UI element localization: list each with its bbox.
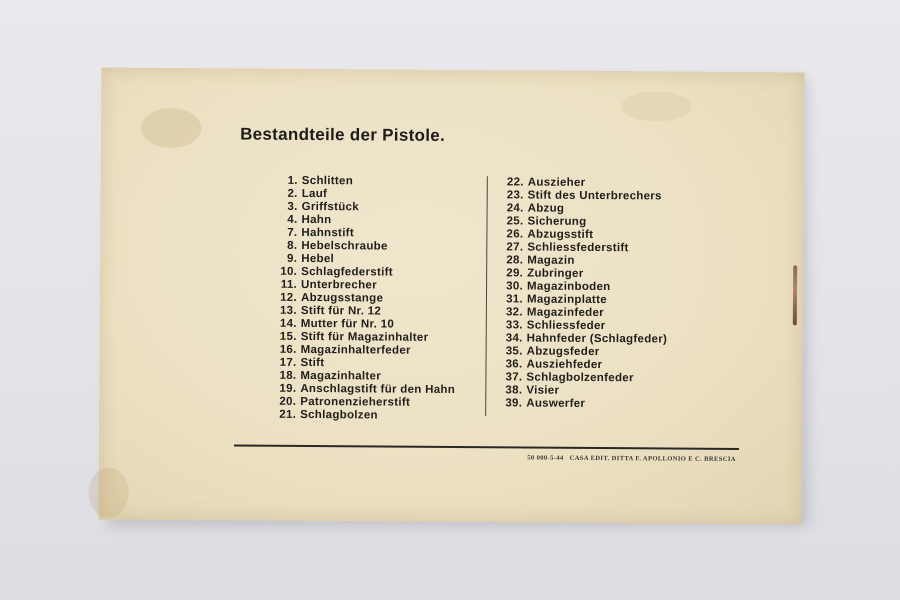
part-name: Auswerfer bbox=[526, 397, 586, 410]
part-number: 31. bbox=[506, 293, 524, 306]
part-name: Stift für Magazinhalter bbox=[300, 330, 429, 344]
part-number: 32. bbox=[505, 306, 523, 319]
part-item bbox=[260, 344, 456, 358]
part-number: 15. bbox=[279, 330, 297, 343]
part-item bbox=[502, 384, 667, 398]
part-number: 39. bbox=[505, 397, 523, 410]
part-item bbox=[259, 409, 455, 423]
part-name: Schlagfederstift bbox=[301, 265, 393, 279]
part-number: 22. bbox=[506, 176, 524, 189]
part-name: Magazinhalter bbox=[300, 369, 382, 383]
part-number: 28. bbox=[506, 254, 524, 267]
part-number: 2. bbox=[287, 187, 298, 200]
part-item bbox=[503, 306, 668, 320]
part-name: Hebelschraube bbox=[301, 239, 388, 253]
part-item bbox=[260, 331, 456, 345]
part-item bbox=[503, 293, 668, 307]
part-item bbox=[502, 371, 667, 385]
part-name: Mutter für Nr. 10 bbox=[300, 317, 395, 331]
part-item bbox=[503, 228, 668, 242]
part-name: Sicherung bbox=[527, 215, 587, 228]
part-name: Abzugsstange bbox=[300, 291, 384, 305]
part-name: Patronenzieherstift bbox=[300, 395, 411, 409]
part-name: Griffstück bbox=[301, 200, 359, 214]
part-number: 30. bbox=[506, 280, 524, 293]
part-number: 33. bbox=[505, 319, 523, 332]
part-name: Visier bbox=[526, 384, 560, 397]
part-name: Magazinplatte bbox=[526, 293, 607, 307]
part-item bbox=[502, 358, 667, 372]
publisher-line: CASA EDIT. DITTA F. APOLLONIO E C. BRESCIA bbox=[569, 454, 736, 463]
part-name: Magazinboden bbox=[527, 280, 611, 294]
part-item bbox=[259, 383, 455, 397]
part-name: Schlagbolzenfeder bbox=[526, 371, 634, 385]
part-name: Hebel bbox=[301, 252, 335, 266]
part-number: 8. bbox=[287, 239, 298, 252]
footer-rule bbox=[234, 444, 739, 450]
part-item bbox=[259, 396, 455, 410]
part-item bbox=[503, 332, 668, 346]
part-name: Ausziehfeder bbox=[526, 358, 603, 372]
part-item bbox=[503, 241, 668, 255]
part-number: 18. bbox=[279, 369, 297, 382]
parts-list-card bbox=[98, 68, 804, 525]
part-number: 36. bbox=[505, 358, 523, 371]
part-name: Zubringer bbox=[527, 267, 584, 280]
print-code: 50 000-5-44 bbox=[527, 454, 564, 462]
part-number: 19. bbox=[279, 382, 297, 395]
part-number: 12. bbox=[280, 291, 298, 304]
parts-list-right bbox=[502, 176, 668, 411]
part-name: Hahn bbox=[301, 213, 332, 227]
part-name: Abzug bbox=[527, 202, 565, 215]
part-item bbox=[260, 318, 456, 332]
paper-stain bbox=[621, 91, 691, 121]
part-item bbox=[502, 397, 667, 411]
part-item bbox=[259, 370, 455, 384]
part-item bbox=[260, 292, 456, 306]
part-name: Abzugsstift bbox=[527, 228, 594, 241]
binding-staple bbox=[793, 265, 797, 325]
part-item bbox=[504, 176, 669, 190]
part-name: Hahnfeder (Schlagfeder) bbox=[526, 332, 668, 346]
part-name: Schliessfederstift bbox=[527, 241, 629, 255]
column-divider bbox=[485, 176, 488, 416]
part-number: 35. bbox=[505, 345, 523, 358]
part-number: 3. bbox=[287, 200, 298, 213]
part-number: 11. bbox=[280, 278, 298, 291]
part-number: 16. bbox=[279, 343, 297, 356]
part-number: 20. bbox=[279, 395, 297, 408]
part-name: Magazinhalterfeder bbox=[300, 343, 411, 357]
part-number: 27. bbox=[506, 241, 524, 254]
part-item bbox=[504, 189, 669, 203]
part-number: 34. bbox=[505, 332, 523, 345]
part-item bbox=[503, 215, 668, 229]
part-number: 21. bbox=[279, 408, 297, 421]
part-name: Unterbrecher bbox=[301, 278, 377, 292]
part-item bbox=[503, 267, 668, 281]
part-item bbox=[259, 357, 455, 371]
paper-stain bbox=[141, 108, 201, 148]
part-number: 17. bbox=[279, 356, 297, 369]
part-number: 26. bbox=[506, 228, 524, 241]
part-item bbox=[503, 280, 668, 294]
part-number: 38. bbox=[505, 384, 523, 397]
printer-imprint bbox=[527, 455, 736, 463]
part-name: Abzugsfeder bbox=[526, 345, 600, 359]
part-number: 9. bbox=[287, 252, 298, 265]
part-number: 1. bbox=[287, 174, 298, 187]
part-name: Magazinfeder bbox=[526, 306, 605, 320]
parts-list-left bbox=[259, 175, 456, 423]
part-name: Anschlagstift für den Hahn bbox=[300, 382, 456, 397]
part-name: Stift des Unterbrechers bbox=[527, 189, 662, 203]
part-name: Schliessfeder bbox=[526, 319, 606, 333]
part-item bbox=[260, 279, 456, 293]
part-item bbox=[504, 202, 669, 216]
part-number: 4. bbox=[287, 213, 298, 226]
part-name: Auszieher bbox=[527, 176, 586, 189]
part-item bbox=[503, 319, 668, 333]
part-number: 23. bbox=[506, 189, 524, 202]
part-name: Schlitten bbox=[301, 174, 354, 188]
paper-stain bbox=[88, 467, 128, 517]
part-name: Magazin bbox=[527, 254, 575, 267]
part-name: Stift bbox=[300, 356, 325, 370]
part-item bbox=[503, 345, 668, 359]
part-number: 14. bbox=[279, 317, 297, 330]
part-number: 25. bbox=[506, 215, 524, 228]
part-name: Schlagbolzen bbox=[300, 408, 378, 422]
part-item bbox=[260, 305, 456, 319]
part-name: Stift für Nr. 12 bbox=[300, 304, 382, 318]
part-number: 29. bbox=[506, 267, 524, 280]
part-item bbox=[503, 254, 668, 268]
part-number: 24. bbox=[506, 202, 524, 215]
part-number: 13. bbox=[279, 304, 297, 317]
card-title: Bestandteile der Pistole. bbox=[240, 124, 446, 145]
part-name: Hahnstift bbox=[301, 226, 355, 240]
part-number: 7. bbox=[287, 226, 298, 239]
part-number: 10. bbox=[280, 265, 298, 278]
part-number: 37. bbox=[505, 371, 523, 384]
part-name: Lauf bbox=[301, 187, 328, 201]
